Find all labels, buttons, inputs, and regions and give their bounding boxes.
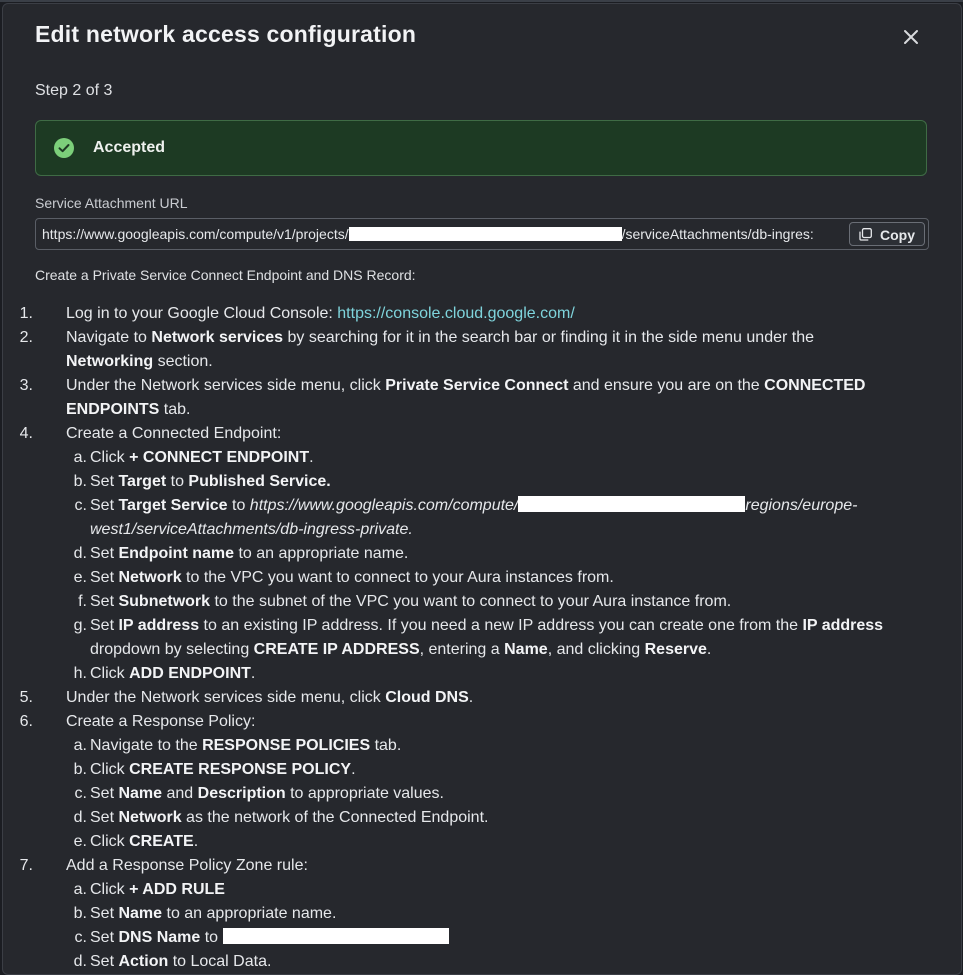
sub-item-text: Set Network to the VPC you want to connect to your Aura instances from.: [90, 569, 614, 586]
sub-item-text: Click + CONNECT ENDPOINT.: [90, 449, 314, 466]
sub-item-text: Set Subnetwork to the subnet of the VPC you want to connect to your Aura instance from.: [90, 593, 732, 610]
list-item-text: Log in to your Google Cloud Console: https://console.cloud.google.com/: [66, 305, 575, 322]
step-indicator: Step 2 of 3: [35, 82, 113, 99]
copy-icon: [859, 228, 872, 241]
list-item-text: Networking section.: [66, 353, 213, 370]
sub-item-text: Click ADD ENDPOINT.: [90, 665, 256, 682]
sub-item-text: Set Action to Local Data.: [90, 953, 272, 970]
sub-item-text: Set Target Service to https://www.googleapis.com/compute/ regions/europe-: [90, 497, 858, 514]
sub-item-text: Click CREATE.: [90, 833, 199, 850]
sub-item-text: Set Name to an appropriate name.: [90, 905, 337, 922]
close-icon[interactable]: [898, 24, 924, 50]
copy-button[interactable]: [849, 222, 925, 246]
sub-item-text: Set Target to Published Service.: [90, 473, 331, 490]
sub-item-text: dropdown by selecting CREATE IP ADDRESS, entering a Name, and clicking Reserve.: [90, 641, 712, 658]
edit-network-access-dialog: Edit network access configuration Step 2 of 3 Accepted Service Attachment URL https://www.googleapis.com/compute/v1/projects/ /serviceAttachments/db-ingres: Copy Create a Private Service Connect Endpoint and DNS Record: 1. Log in to your Google Cloud Console: https://console.cloud.google.com/ 2. Navigate to Network services by searching for it in the search bar or finding it in the side menu under the Networking section. 3. Under the Network services side menu, click Private Service Connect and ensure you are on the CONNECTED ENDPOINTS tab. 4. Create a Connected Endpoint: a. Click + CONNECT ENDPOINT. b. Set Target to Published Service. c. Set Target Service to https://www.googleapis.com/compute/ regions/europe- west1/serviceAttachments/db-ingress-private. d. Set Endpoint name to an appropriate name. e. Set Network to the VPC you want to connect to your Aura instances from. f. Set Subnetwork to the subnet of the VPC you want to connect to your Aura instance from. g. Set IP address to an existing IP address. If you need a new IP address you can create one from the IP address dropdown by selecting CREATE IP ADDRESS, entering a Name, and clicking Reserve. h. Click ADD ENDPOINT. 5. Under the Network services side menu, click Cloud DNS. 6. Create a Response Policy: a. Navigate to the RESPONSE POLICIES tab. b. Click CREATE RESPONSE POLICY. c. Set Name and Description to appropriate values. d. Set Network as the network of the Connected Endpoint. e. Click CREATE. 7. Add a Response Policy Zone rule: a. Click + ADD RULE b. Set Name to an appropriate name. c. Set DNS Name to d. Set Action to Local Data.: [2, 3, 962, 975]
service-attachment-url-field[interactable]: [35, 218, 929, 250]
redaction: [518, 496, 745, 512]
status-text: Accepted: [93, 139, 166, 156]
dialog-title: Edit network access configuration: [35, 21, 417, 47]
accepted-status-banner: [35, 120, 927, 176]
sub-item-text: Navigate to the RESPONSE POLICIES tab.: [90, 737, 402, 754]
sub-item-text: Set Name and Description to appropriate values.: [90, 785, 444, 802]
copy-button-label: Copy: [880, 227, 915, 243]
list-item-text: Navigate to Network services by searching for it in the search bar or finding it in the side menu under the: [66, 329, 814, 346]
list-item-text: Create a Connected Endpoint:: [66, 425, 282, 442]
sub-item-text: Set Network as the network of the Connected Endpoint.: [90, 809, 489, 826]
sub-item-text: Set Endpoint name to an appropriate name.: [90, 545, 409, 562]
check-circle-icon: [54, 138, 74, 158]
instructions-intro: Create a Private Service Connect Endpoint and DNS Record:: [35, 267, 416, 283]
redaction: [223, 928, 449, 944]
sub-item-text: Set DNS Name to: [90, 928, 449, 948]
sub-item-text: Click + ADD RULE: [90, 881, 225, 898]
service-attachment-url-value: https://www.googleapis.com/compute/v1/projects/ /serviceAttachments/db-ingres:: [42, 226, 814, 242]
redaction: [349, 227, 622, 241]
list-item-text: ENDPOINTS tab.: [66, 401, 191, 418]
list-item-text: Under the Network services side menu, click Cloud DNS.: [66, 689, 474, 706]
console-link[interactable]: https://console.cloud.google.com/: [337, 305, 575, 322]
service-attachment-url-label: Service Attachment URL: [35, 195, 188, 211]
backdrop: [0, 0, 963, 2]
sub-item-text: Click CREATE RESPONSE POLICY.: [90, 761, 356, 778]
sub-item-text: west1/serviceAttachments/db-ingress-private.: [90, 521, 413, 538]
list-item-text: Add a Response Policy Zone rule:: [66, 857, 308, 874]
list-item-text: Under the Network services side menu, click Private Service Connect and ensure you are on the CONNECTED: [66, 377, 866, 394]
sub-item-text: Set IP address to an existing IP address. If you need a new IP address you can create one from the IP address: [90, 617, 884, 634]
list-item-text: Create a Response Policy:: [66, 713, 256, 730]
